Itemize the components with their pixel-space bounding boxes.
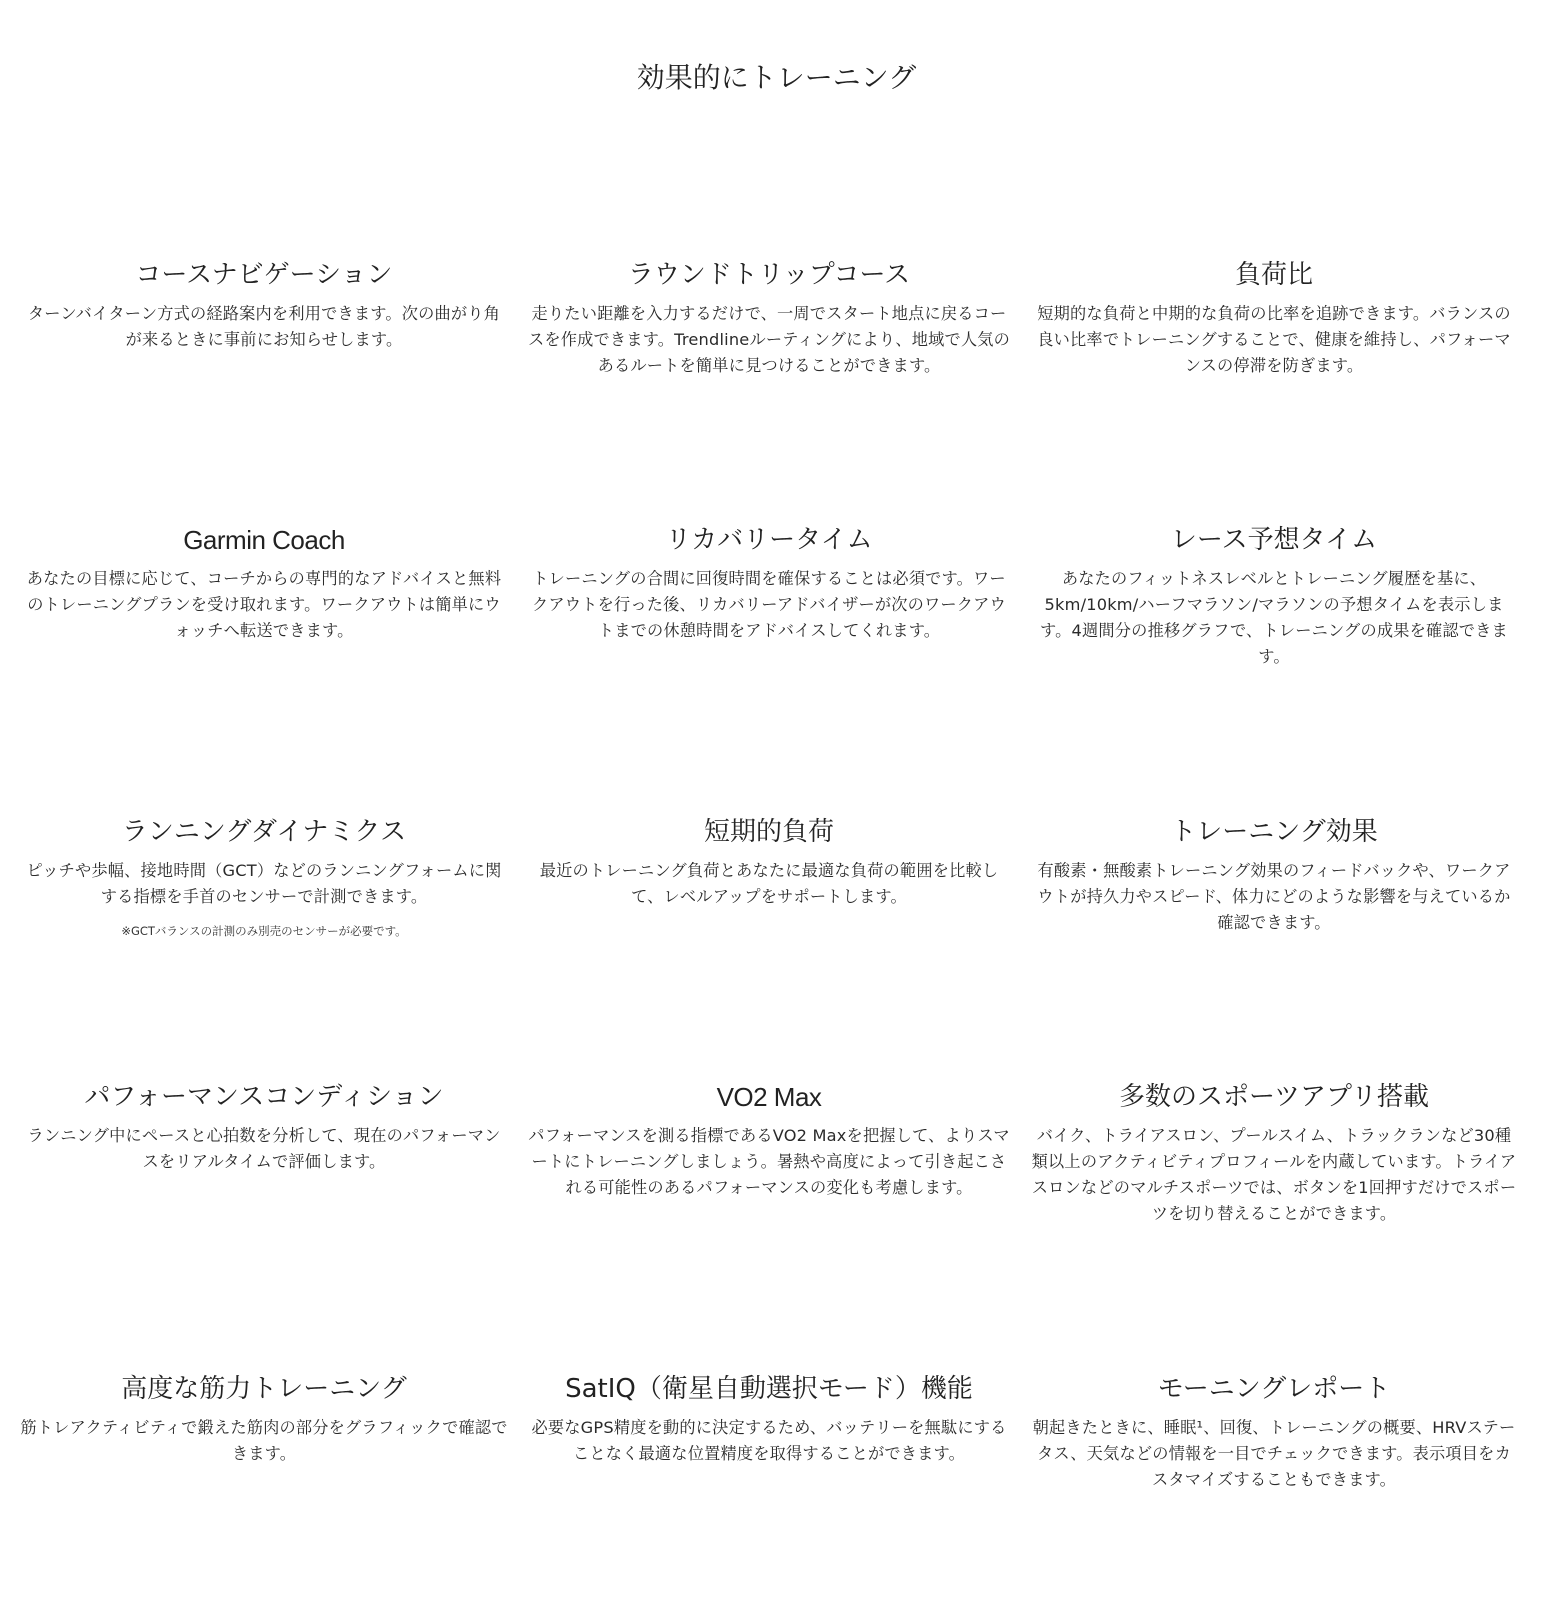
feature-recovery-time [525, 522, 1013, 644]
feature-title: トレーニング効果 [1170, 817, 1378, 847]
feature-description: ピッチや歩幅、接地時間（GCT）などのランニングフォームに関する指標を手首のセンサーで計測できます。 [26, 861, 502, 906]
feature-description: あなたのフィットネスレベルとトレーニング履歴を基に、5km/10km/ハーフマラソン/マラソンの予想タイムを表示します。4週間分の推移グラフで、トレーニングの成果を確認できます。 [1040, 569, 1508, 666]
feature-title: SatIQ（衛星自動選択モード）機能 [565, 1374, 973, 1404]
feature-description: あなたの目標に応じて、コーチからの専門的なアドバイスと無料のトレーニングプランを受け取れます。ワークアウトは簡単にウォッチへ転送できます。 [26, 569, 502, 640]
feature-running-dynamics [20, 814, 508, 940]
feature-title: パフォーマンスコンディション [84, 1082, 444, 1112]
feature-title: ラウンドトリップコース [627, 260, 911, 290]
feature-footnote: ※GCTバランスの計測のみ別売のセンサーが必要です。 [121, 924, 407, 938]
feature-title: 多数のスポーツアプリ搭載 [1119, 1082, 1429, 1112]
feature-description: パフォーマンスを測る指標であるVO2 Maxを把握して、よりスマートにトレーニングしましょう。暑熱や高度によって引き起こされる可能性のあるパフォーマンスの変化も考慮します。 [528, 1126, 1010, 1197]
feature-title: VO2 Max [716, 1082, 822, 1112]
feature-title: リカバリータイム [665, 525, 873, 555]
feature-description: 有酸素・無酸素トレーニング効果のフィードバックや、ワークアウトが持久力やスピード、体力にどのような影響を与えているか確認できます。 [1037, 861, 1511, 932]
feature-title: Garmin Coach [183, 525, 345, 555]
feature-acute-load [525, 814, 1013, 910]
feature-title: コースナビゲーション [135, 260, 393, 290]
feature-title: 短期的負荷 [703, 817, 834, 847]
feature-description: 必要なGPS精度を動的に決定するため、バッテリーを無駄にすることなく最適な位置精度を取得することができます。 [531, 1418, 1007, 1463]
feature-performance-condition [20, 1079, 508, 1175]
feature-vo2-max [525, 1079, 1013, 1201]
feature-description: ターンバイターン方式の経路案内を利用できます。次の曲がり角が来るときに事前にお知らせします。 [27, 304, 501, 349]
feature-title: ランニングダイナミクス [121, 817, 407, 847]
feature-description: 筋トレアクティビティで鍛えた筋肉の部分をグラフィックで確認できます。 [20, 1418, 508, 1463]
feature-description: ランニング中にペースと心拍数を分析して、現在のパフォーマンスをリアルタイムで評価します。 [27, 1126, 501, 1171]
feature-garmin-coach [20, 522, 508, 644]
feature-description: 短期的な負荷と中期的な負荷の比率を追跡できます。バランスの良い比率でトレーニングすることで、健康を維持し、パフォーマンスの停滞を防ぎます。 [1037, 304, 1511, 375]
feature-description: 朝起きたときに、睡眠¹、回復、トレーニングの概要、HRVステータス、天気などの情報を一目でチェックできます。表示項目をカスタマイズすることもできます。 [1032, 1418, 1516, 1489]
feature-round-trip-course [525, 257, 1013, 379]
feature-title: 負荷比 [1234, 260, 1313, 290]
feature-morning-report [1030, 1371, 1518, 1493]
feature-title: 高度な筋力トレーニング [121, 1374, 407, 1404]
feature-description: バイク、トライアスロン、プールスイム、トラックランなど30種類以上のアクティビティプロフィールを内蔵しています。トライアスロンなどのマルチスポーツでは、ボタンを1回押すだけでスポーツを切り替えることができます。 [1031, 1126, 1517, 1223]
feature-description: 最近のトレーニング負荷とあなたに最適な負荷の範囲を比較して、レベルアップをサポートします。 [539, 861, 999, 906]
feature-race-predictor [1030, 522, 1518, 670]
feature-description: 走りたい距離を入力するだけで、一周でスタート地点に戻るコースを作成できます。Trendlineルーティングにより、地域で人気のあるルートを簡単に見つけることができます。 [527, 304, 1011, 375]
feature-title: レース予想タイム [1170, 525, 1378, 555]
feature-strength-training [20, 1371, 508, 1467]
feature-title: モーニングレポート [1157, 1374, 1391, 1404]
feature-load-ratio [1030, 257, 1518, 379]
feature-satiq [525, 1371, 1013, 1467]
feature-training-effect [1030, 814, 1518, 936]
feature-course-navigation [20, 257, 508, 353]
feature-description: トレーニングの合間に回復時間を確保することは必須です。ワークアウトを行った後、リカバリーアドバイザーが次のワークアウトまでの休憩時間をアドバイスしてくれます。 [532, 569, 1006, 640]
feature-sports-apps [1030, 1079, 1518, 1227]
page-title: 効果的にトレーニング [636, 61, 917, 94]
